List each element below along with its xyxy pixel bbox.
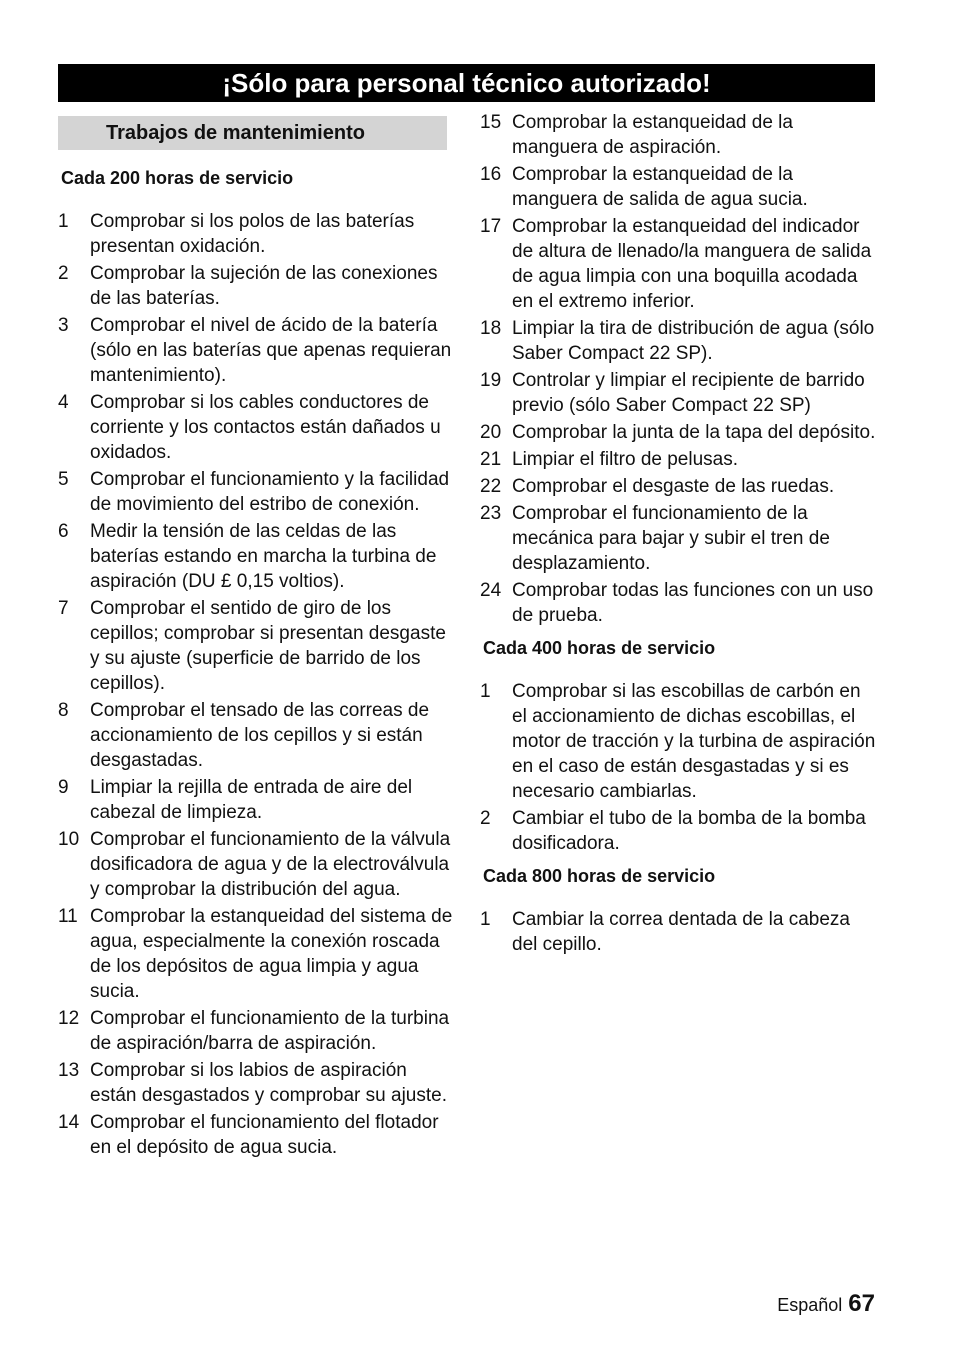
list-item [480, 214, 876, 314]
item-number: 2 [480, 808, 491, 829]
left-column [58, 166, 456, 1162]
item-text: Medir la tensión de las celdas de las baterías estando en marcha la turbina de aspiración (DU £ 0,15 voltios). [90, 521, 437, 592]
item-text: Cambiar la correa dentada de la cabeza del cepillo. [512, 909, 850, 955]
list-item [480, 578, 876, 628]
item-text: Comprobar el funcionamiento de la válvula dosificadora de agua y de la electroválvula y comprobar la distribución del agua. [90, 829, 451, 900]
item-number: 23 [480, 503, 502, 524]
item-text: Comprobar si los labios de aspiración están desgastados y comprobar su ajuste. [90, 1060, 447, 1106]
item-text: Limpiar la rejilla de entrada de aire del cabezal de limpieza. [90, 777, 413, 823]
item-text: Comprobar el funcionamiento de la turbina de aspiración/barra de aspiración. [90, 1008, 450, 1054]
item-number: 13 [58, 1060, 80, 1081]
item-number: 6 [58, 521, 69, 542]
list-item [58, 390, 456, 465]
item-text: Controlar y limpiar el recipiente de barrido previo (sólo Saber Compact 22 SP) [512, 370, 865, 416]
item-number: 9 [58, 777, 69, 798]
item-text: Comprobar el nivel de ácido de la batería (sólo en las baterías que apenas requieran mantenimiento). [90, 315, 452, 386]
item-text: Comprobar el desgaste de las ruedas. [512, 476, 835, 497]
item-text: Comprobar la estanqueidad de la manguera de aspiración. [512, 112, 793, 158]
page-footer [777, 1290, 875, 1318]
list-item [480, 447, 876, 472]
item-number: 3 [58, 315, 69, 336]
heading-400-hours: Cada 400 horas de servicio [483, 638, 716, 658]
item-number: 15 [480, 112, 502, 133]
item-text: Limpiar la tira de distribución de agua (sólo Saber Compact 22 SP). [512, 318, 875, 364]
item-number: 1 [480, 909, 491, 930]
item-text: Comprobar la junta de la tapa del depósito. [512, 422, 876, 443]
footer-language: Español [777, 1295, 843, 1315]
list-item [480, 162, 876, 212]
item-number: 24 [480, 580, 502, 601]
list-item [480, 806, 876, 856]
list-item [480, 679, 876, 804]
item-text: Comprobar el sentido de giro de los cepillos; comprobar si presentan desgaste y su ajuste (superficie de barrido de los cepillos). [90, 598, 446, 694]
list-item [58, 827, 456, 902]
item-text: Comprobar la estanqueidad del sistema de agua, especialmente la conexión roscada de los depósitos de agua limpia y agua sucia. [90, 906, 453, 1002]
item-text: Comprobar el funcionamiento y la facilidad de movimiento del estribo de conexión. [90, 469, 450, 515]
item-number: 10 [58, 829, 80, 850]
item-text: Comprobar todas las funciones con un uso de prueba. [512, 580, 874, 626]
list-item [58, 261, 456, 311]
list-item [480, 368, 876, 418]
item-text: Comprobar si las escobillas de carbón en el accionamiento de dichas escobillas, el motor de tracción y la turbina de aspiración en el caso de están desgastadas y si es necesario cambiarlas. [512, 681, 876, 802]
list-item [58, 313, 456, 388]
item-text: Comprobar la estanqueidad del indicador de altura de llenado/la manguera de salida de agua limpia con una boquilla acodada en el extremo inferior. [512, 216, 872, 312]
list-item [58, 519, 456, 594]
item-number: 12 [58, 1008, 80, 1029]
list-item [58, 209, 456, 259]
item-number: 21 [480, 449, 502, 470]
item-text: Comprobar si los cables conductores de corriente y los contactos están dañados u oxidados. [90, 392, 441, 463]
item-number: 19 [480, 370, 502, 391]
list-item [58, 1058, 456, 1108]
item-number: 20 [480, 422, 502, 443]
list-item [480, 501, 876, 576]
list-item [58, 1110, 456, 1160]
list-200-hours-part1 [58, 209, 456, 1160]
item-number: 18 [480, 318, 502, 339]
item-number: 4 [58, 392, 69, 413]
item-number: 16 [480, 164, 502, 185]
item-number: 11 [58, 906, 78, 927]
list-item [480, 420, 876, 445]
list-item [58, 596, 456, 696]
list-200-hours-part2 [480, 110, 876, 628]
heading-800-hours: Cada 800 horas de servicio [483, 866, 716, 886]
item-number: 7 [58, 598, 69, 619]
item-text: Comprobar el funcionamiento de la mecánica para bajar y subir el tren de desplazamiento. [512, 503, 830, 574]
list-item [480, 110, 876, 160]
item-number: 5 [58, 469, 69, 490]
item-number: 8 [58, 700, 69, 721]
item-text: Comprobar la estanqueidad de la manguera de salida de agua sucia. [512, 164, 808, 210]
right-column [480, 110, 876, 959]
item-number: 17 [480, 216, 502, 237]
item-text: Cambiar el tubo de la bomba de la bomba dosificadora. [512, 808, 866, 854]
item-text: Comprobar el funcionamiento del flotador en el depósito de agua sucia. [90, 1112, 439, 1158]
item-number: 2 [58, 263, 69, 284]
item-number: 14 [58, 1112, 80, 1133]
list-item [58, 1006, 456, 1056]
list-item [480, 474, 876, 499]
item-text: Comprobar si los polos de las baterías presentan oxidación. [90, 211, 415, 257]
item-number: 1 [480, 681, 491, 702]
list-item [480, 316, 876, 366]
list-item [58, 775, 456, 825]
heading-200-hours: Cada 200 horas de servicio [61, 168, 294, 188]
item-text: Comprobar el tensado de las correas de accionamiento de los cepillos y si están desgastadas. [90, 700, 430, 771]
list-800-hours [480, 907, 876, 957]
section-title: Trabajos de mantenimiento [58, 116, 447, 150]
page-banner: ¡Sólo para personal técnico autorizado! [58, 64, 875, 102]
list-item [480, 907, 876, 957]
list-item [58, 698, 456, 773]
page-number: 67 [848, 1290, 875, 1317]
item-number: 22 [480, 476, 502, 497]
item-number: 1 [58, 211, 69, 232]
item-text: Limpiar el filtro de pelusas. [512, 449, 738, 470]
list-400-hours [480, 679, 876, 856]
item-text: Comprobar la sujeción de las conexiones de las baterías. [90, 263, 438, 309]
list-item [58, 904, 456, 1004]
list-item [58, 467, 456, 517]
